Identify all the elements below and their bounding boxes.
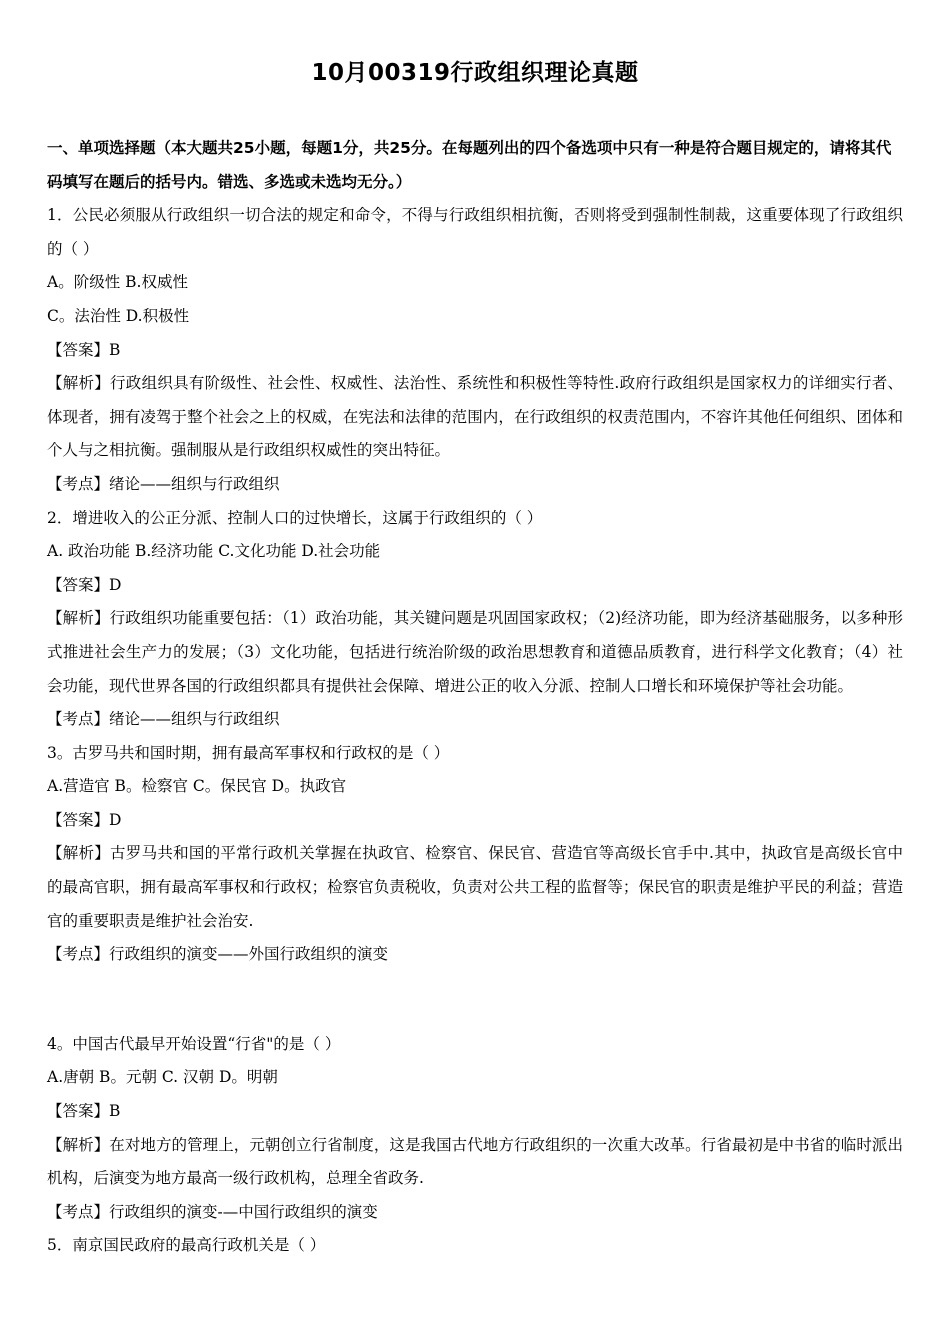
question-3-analysis: 【解析】古罗马共和国的平常行政机关掌握在执政官、检察官、保民官、营造官等高级长官手中.其中，执政官是高级长官中的最高官职，拥有最高军事权和行政权；检察官负责税收，负责对公共工程的监督等；保民官的职责是维护平民的利益；营造官的重要职责是维护社会治安. — [47, 844, 903, 930]
question-2-options: A. 政治功能 B.经济功能 C.文化功能 D.社会功能 — [47, 542, 381, 561]
question-1-options-row-1: A。阶级性 B.权威性 — [47, 273, 188, 292]
question-2-exam-point: 【考点】绪论——组织与行政组织 — [47, 710, 280, 729]
document-body — [47, 132, 903, 1263]
question-3-options: A.营造官 B。检察官 C。保民官 D。执政官 — [47, 777, 347, 796]
section-heading: 一、单项选择题（本大题共25小题，每题1分，共25分。在每题列出的四个备选项中只有一种是符合题目规定的，请将其代码填写在题后的括号内。错选、多选或未选均无分。） — [47, 139, 892, 191]
blank-gap — [47, 972, 903, 1028]
question-1-answer: 【答案】B — [47, 340, 121, 359]
question-5-stem: 5．南京国民政府的最高行政机关是（ ） — [47, 1236, 326, 1255]
question-1-analysis: 【解析】行政组织具有阶级性、社会性、权威性、法治性、系统性和积极性等特性.政府行政组织是国家权力的详细实行者、体现者，拥有凌驾于整个社会之上的权威，在宪法和法律的范围内，在行政组织的权责范围内，不容许其他任何组织、团体和个人与之相抗衡。强制服从是行政组织权威性的突出特征。 — [47, 374, 903, 460]
question-4-analysis: 【解析】在对地方的管理上，元朝创立行省制度，这是我国古代地方行政组织的一次重大改革。行省最初是中书省的临时派出机构，后演变为地方最高一级行政机构，总理全省政务. — [47, 1135, 903, 1188]
question-1-exam-point: 【考点】绪论——组织与行政组织 — [47, 474, 280, 493]
question-3-stem: 3。古罗马共和国时期，拥有最高军事权和行政权的是（ ） — [47, 743, 450, 762]
question-4-exam-point: 【考点】行政组织的演变-—中国行政组织的演变 — [47, 1202, 378, 1221]
question-2-analysis: 【解析】行政组织功能重要包括：（1）政治功能，其关键问题是巩固国家政权；（2)经济功能，即为经济基础服务，以多种形式推进社会生产力的发展；（3）文化功能，包括进行统治阶级的政治思想教育和道德品质教育，进行科学文化教育；（4）社会功能，现代世界各国的行政组织都具有提供社会保障、增进公正的收入分派、控制人口增长和环境保护等社会功能。 — [47, 609, 903, 695]
question-3-answer: 【答案】D — [47, 810, 122, 829]
question-4-options: A.唐朝 B。元朝 C. 汉朝 D。明朝 — [47, 1068, 278, 1087]
question-1-options-row-2: C。法治性 D.积极性 — [47, 306, 190, 325]
question-2-stem: 2．增进收入的公正分派、控制人口的过快增长，这属于行政组织的（ ） — [47, 508, 543, 527]
question-3-exam-point: 【考点】行政组织的演变——外国行政组织的演变 — [47, 945, 389, 964]
question-4-stem: 4。中国古代最早开始设置“行省"的是（ ） — [47, 1034, 341, 1053]
page-title: 10月00319行政组织理论真题 — [311, 60, 639, 86]
question-2-answer: 【答案】D — [47, 575, 122, 594]
question-1-stem: 1．公民必须服从行政组织一切合法的规定和命令，不得与行政组织相抗衡，否则将受到强制性制裁，这重要体现了行政组织的（ ） — [47, 206, 903, 258]
question-4-answer: 【答案】B — [47, 1102, 121, 1121]
